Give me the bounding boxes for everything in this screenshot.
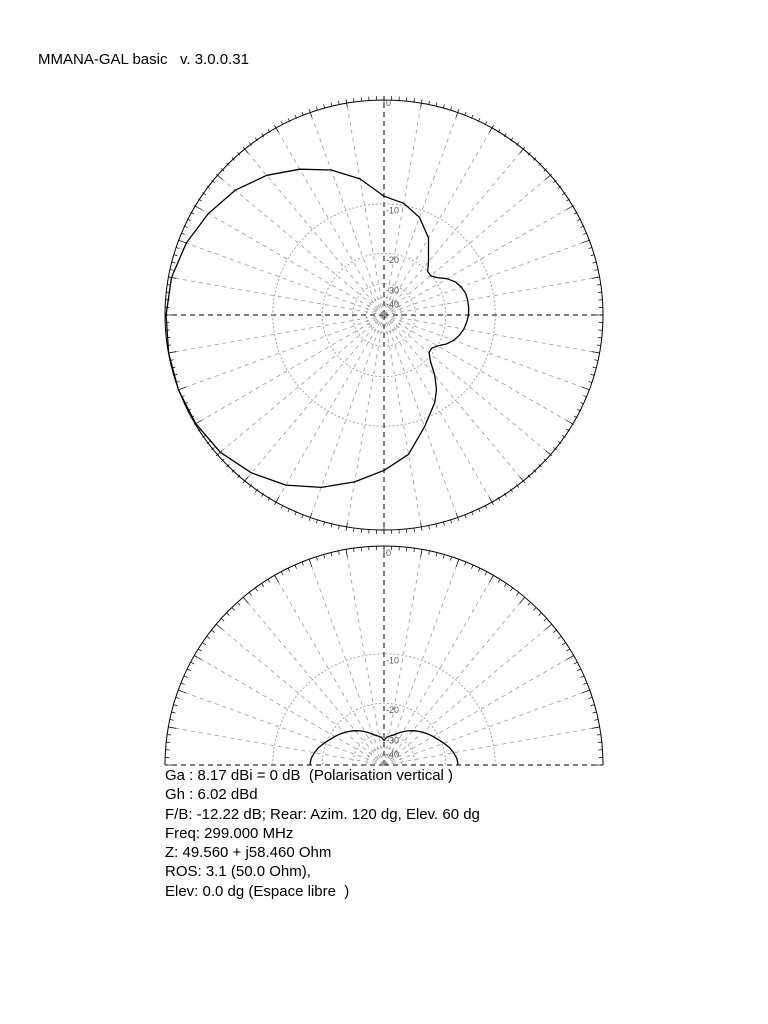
angle-tick bbox=[178, 690, 186, 693]
grid-spoke bbox=[384, 147, 525, 315]
radial-tick-label: -40 bbox=[386, 749, 400, 760]
angle-tick bbox=[354, 528, 355, 532]
angle-tick bbox=[331, 553, 332, 557]
angle-tick bbox=[331, 103, 332, 107]
pattern-trace bbox=[166, 169, 469, 487]
angle-tick bbox=[181, 683, 185, 684]
angle-tick bbox=[546, 624, 552, 629]
angle-tick bbox=[338, 551, 339, 555]
angle-tick bbox=[414, 528, 415, 532]
angle-tick bbox=[346, 549, 347, 557]
info-swr: ROS: 3.1 (50.0 Ohm), bbox=[165, 863, 311, 881]
angle-tick bbox=[594, 269, 598, 270]
angle-tick bbox=[302, 562, 303, 566]
angle-tick bbox=[237, 602, 240, 605]
radial-tick-label: -20 bbox=[386, 705, 400, 716]
angle-tick bbox=[582, 690, 590, 693]
angle-tick bbox=[187, 669, 191, 671]
info-front-back: F/B: -12.22 dB; Rear: Azim. 120 dg, Elev. 60 dg bbox=[165, 805, 480, 823]
angle-tick bbox=[574, 662, 578, 664]
angle-tick bbox=[582, 387, 590, 390]
grid-spoke bbox=[384, 315, 459, 521]
angle-tick bbox=[592, 277, 600, 278]
grid-spoke bbox=[384, 315, 600, 353]
angle-tick bbox=[243, 597, 248, 603]
angle-tick bbox=[588, 697, 592, 698]
angle-tick bbox=[281, 572, 283, 576]
angle-tick bbox=[354, 98, 355, 102]
angle-tick bbox=[275, 575, 279, 582]
grid-spoke bbox=[384, 597, 525, 765]
radial-tick-label: 0 bbox=[386, 548, 392, 558]
angle-tick bbox=[592, 352, 600, 353]
angle-tick bbox=[592, 727, 600, 728]
angle-tick bbox=[194, 206, 201, 210]
angle-tick bbox=[172, 262, 176, 263]
angle-tick bbox=[168, 727, 176, 728]
angle-tick bbox=[528, 602, 531, 605]
angle-tick bbox=[429, 551, 430, 555]
angle-tick bbox=[184, 676, 188, 678]
angle-tick bbox=[429, 525, 430, 529]
angle-tick bbox=[178, 240, 186, 243]
angle-tick bbox=[288, 568, 290, 572]
grid-spoke bbox=[384, 315, 422, 531]
angle-tick bbox=[567, 206, 574, 210]
antenna-info-panel bbox=[165, 766, 480, 901]
angle-tick bbox=[170, 719, 174, 720]
grid-spoke bbox=[384, 315, 590, 390]
angle-tick bbox=[516, 592, 518, 595]
angle-tick bbox=[414, 98, 415, 102]
angle-tick bbox=[178, 387, 186, 390]
angle-tick bbox=[221, 618, 224, 621]
angle-tick bbox=[262, 583, 264, 586]
angle-tick bbox=[539, 613, 542, 616]
grid-spoke bbox=[384, 174, 552, 315]
info-gain-dbi: Ga : 8.17 dBi = 0 dB (Polarisation vertical ) bbox=[165, 767, 454, 784]
vertical-pattern-plot bbox=[165, 546, 603, 765]
angle-tick bbox=[591, 705, 595, 706]
angle-tick bbox=[450, 557, 451, 561]
angle-tick bbox=[324, 554, 325, 558]
angle-tick bbox=[167, 735, 171, 736]
angle-tick bbox=[316, 557, 317, 561]
angle-tick bbox=[249, 592, 251, 595]
angle-tick bbox=[597, 735, 601, 736]
angle-tick bbox=[173, 705, 177, 706]
angle-tick bbox=[338, 101, 339, 105]
angle-tick bbox=[436, 524, 437, 528]
grid-spoke bbox=[216, 315, 384, 456]
grid-spoke bbox=[346, 99, 384, 315]
angle-tick bbox=[594, 360, 598, 361]
grid-spoke bbox=[384, 624, 552, 765]
angle-tick bbox=[498, 579, 500, 582]
grid-spoke bbox=[243, 597, 384, 765]
angle-tick bbox=[176, 697, 180, 698]
angle-tick bbox=[544, 618, 547, 621]
angle-tick bbox=[338, 525, 339, 529]
angle-tick bbox=[255, 588, 257, 591]
angle-tick bbox=[170, 269, 174, 270]
angle-tick bbox=[553, 630, 556, 632]
angle-tick bbox=[471, 565, 473, 569]
page-title: MMANA-GAL basic v. 3.0.0.31 bbox=[38, 51, 249, 68]
grid-spoke bbox=[384, 240, 590, 315]
angle-tick bbox=[504, 583, 506, 586]
grid-spoke bbox=[168, 315, 384, 353]
angle-tick bbox=[436, 103, 437, 107]
radial-tick-label: -10 bbox=[386, 655, 400, 666]
angle-tick bbox=[577, 669, 581, 671]
angle-tick bbox=[546, 451, 552, 456]
grid-spoke bbox=[384, 727, 600, 765]
angle-tick bbox=[593, 712, 597, 713]
grid-spoke bbox=[168, 277, 384, 315]
angle-tick bbox=[232, 607, 235, 610]
angle-tick bbox=[510, 588, 512, 591]
angle-tick bbox=[562, 643, 565, 645]
angle-tick bbox=[478, 568, 480, 572]
grid-spoke bbox=[243, 315, 384, 483]
grid-spoke bbox=[384, 315, 552, 456]
angle-tick bbox=[436, 553, 437, 557]
angle-tick bbox=[593, 367, 597, 368]
angle-tick bbox=[309, 559, 312, 567]
angle-tick bbox=[580, 676, 584, 678]
grid-spoke bbox=[309, 315, 384, 521]
angle-tick bbox=[202, 643, 205, 645]
angle-tick bbox=[414, 548, 415, 552]
angle-tick bbox=[211, 630, 214, 632]
angle-tick bbox=[546, 174, 552, 179]
info-elevation: Elev: 0.0 dg (Espace libre ) bbox=[165, 882, 350, 900]
angle-tick bbox=[268, 579, 270, 582]
angle-tick bbox=[331, 524, 332, 528]
angle-tick bbox=[597, 345, 601, 346]
angle-tick bbox=[465, 562, 466, 566]
grid-spoke bbox=[178, 315, 384, 390]
angle-tick bbox=[520, 597, 525, 603]
radial-tick-label: -10 bbox=[386, 205, 400, 216]
grid-spoke bbox=[168, 727, 384, 765]
angle-tick bbox=[354, 548, 355, 552]
grid-spoke bbox=[178, 690, 384, 765]
angle-tick bbox=[216, 174, 222, 179]
angle-tick bbox=[583, 683, 587, 684]
grid-spoke bbox=[178, 240, 384, 315]
info-gain-dbd: Gh : 6.02 dBd bbox=[165, 786, 258, 804]
angle-tick bbox=[168, 352, 176, 353]
grid-spoke bbox=[346, 549, 384, 765]
angle-tick bbox=[593, 262, 597, 263]
angle-tick bbox=[558, 636, 561, 638]
angle-tick bbox=[198, 649, 201, 651]
angle-tick bbox=[597, 285, 601, 286]
angle-tick bbox=[594, 719, 598, 720]
grid-spoke bbox=[243, 147, 384, 315]
angle-tick bbox=[429, 101, 430, 105]
grid-spoke bbox=[216, 624, 384, 765]
angle-tick bbox=[207, 636, 210, 638]
angle-tick bbox=[485, 572, 487, 576]
radial-tick-label: 0 bbox=[386, 98, 392, 108]
grid-spoke bbox=[346, 315, 384, 531]
angle-tick bbox=[194, 656, 201, 660]
radial-tick-label: -20 bbox=[386, 255, 400, 266]
angle-tick bbox=[421, 549, 422, 557]
radial-tick-label: -40 bbox=[386, 299, 400, 310]
horizontal-pattern-plot bbox=[165, 96, 603, 534]
angle-tick bbox=[490, 575, 494, 582]
angle-tick bbox=[191, 662, 195, 664]
angle-tick bbox=[582, 240, 590, 243]
angle-tick bbox=[172, 712, 176, 713]
angle-tick bbox=[567, 421, 574, 425]
info-frequency: Freq: 299.000 MHz bbox=[165, 824, 294, 842]
angle-tick bbox=[295, 565, 297, 569]
grid-spoke bbox=[216, 174, 384, 315]
grid-spoke bbox=[309, 109, 384, 315]
angle-tick bbox=[533, 607, 536, 610]
angle-tick bbox=[443, 554, 444, 558]
angle-tick bbox=[566, 649, 569, 651]
angle-tick bbox=[226, 613, 229, 616]
grid-spoke bbox=[384, 690, 590, 765]
angle-tick bbox=[216, 624, 222, 629]
radial-tick-label: -30 bbox=[386, 735, 400, 746]
angle-tick bbox=[456, 559, 459, 567]
grid-spoke bbox=[384, 277, 600, 315]
radial-tick-label: -30 bbox=[386, 285, 400, 296]
info-impedance: Z: 49.560 + j58.460 Ohm bbox=[165, 844, 332, 862]
angle-tick bbox=[567, 656, 574, 660]
